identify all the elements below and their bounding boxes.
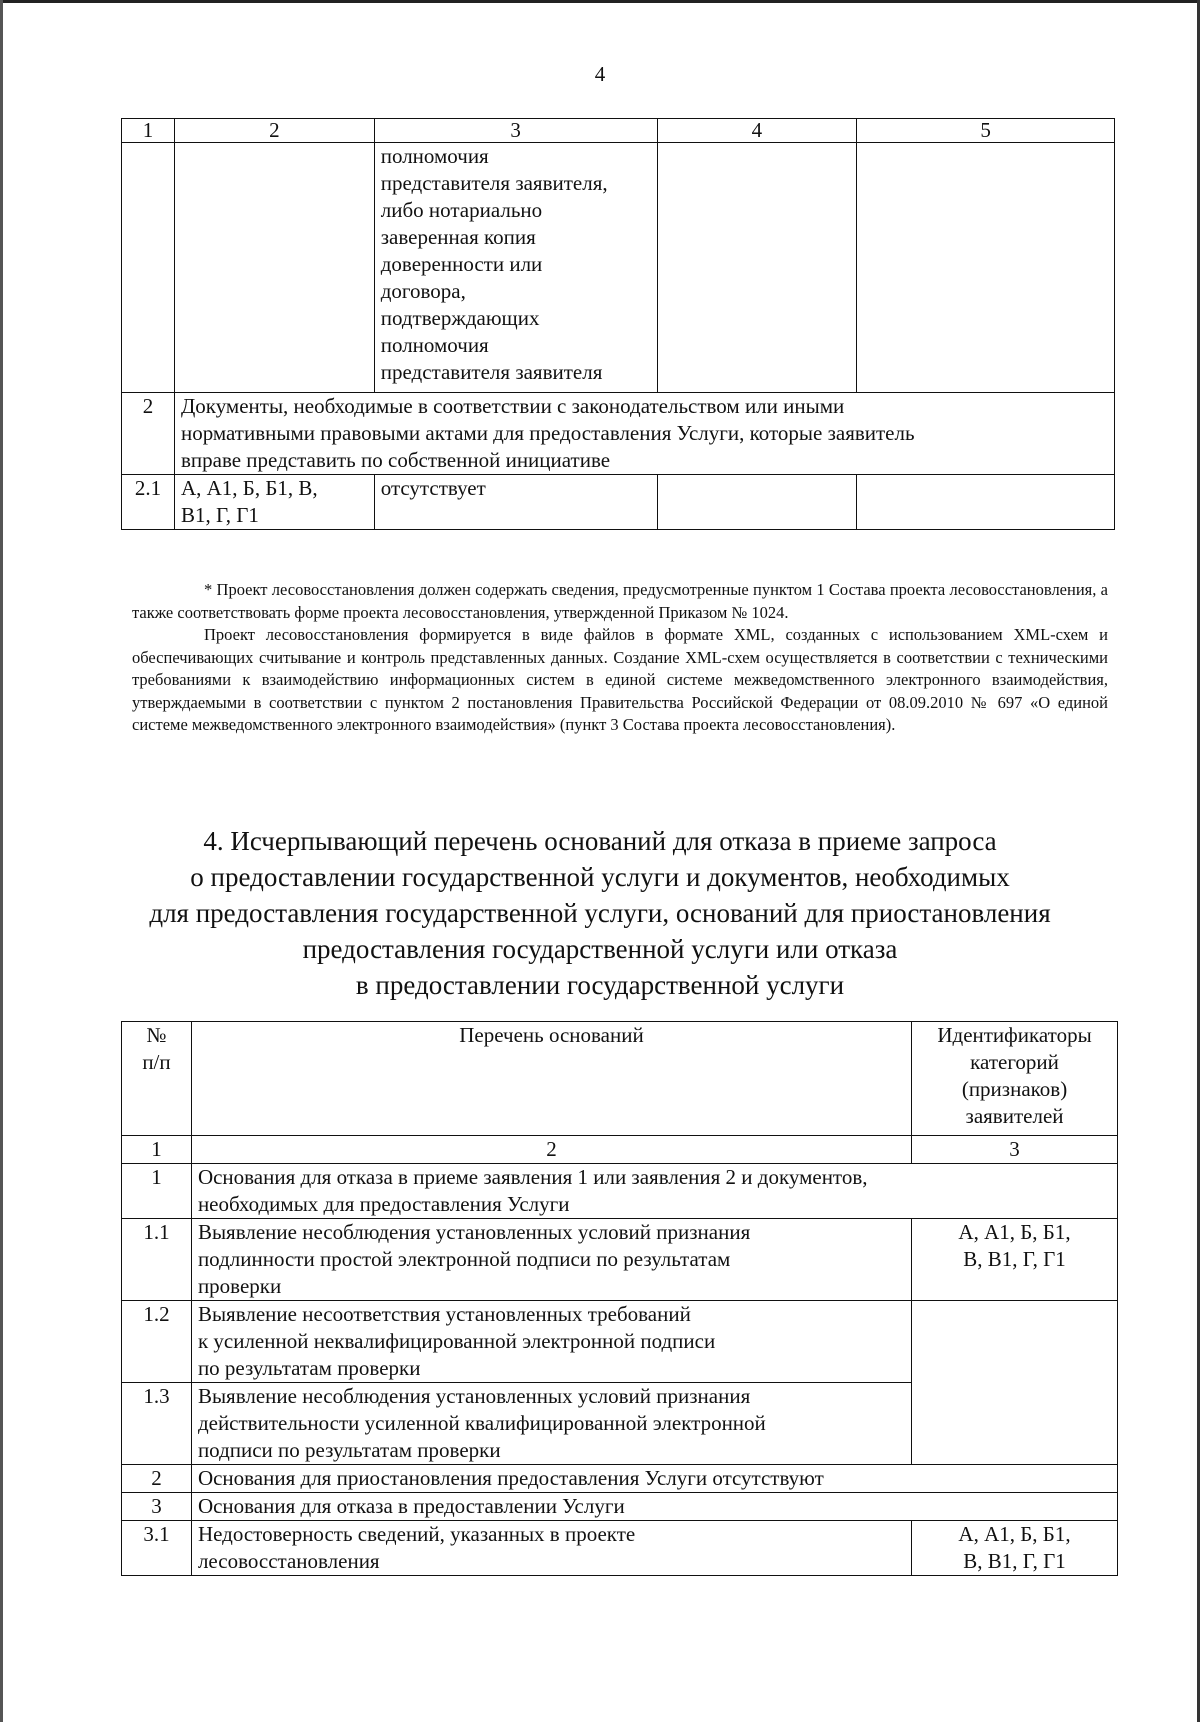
identifiers-cell (912, 1521, 1118, 1576)
text-line: А, А1, Б, Б1, (958, 1220, 1071, 1244)
section-heading-cell (174, 393, 1114, 475)
text-line: (признаков) (961, 1077, 1068, 1101)
table-header-row (122, 119, 1115, 143)
column-number: 1 (122, 1136, 192, 1164)
column-number: 2 (174, 119, 374, 143)
row-number: 1.3 (122, 1383, 192, 1465)
text-line: представителя заявителя, (380, 171, 608, 195)
text-line: В1, Г, Г1 (180, 503, 259, 527)
text-line: Выявление несоблюдения установленных условий признания (197, 1384, 751, 1408)
table-cell (657, 143, 857, 393)
text-line: либо нотариально (380, 198, 543, 222)
table-cell (174, 143, 374, 393)
document-cell: отсутствует (374, 475, 657, 530)
table-row (122, 1164, 1118, 1219)
column-number: 3 (374, 119, 657, 143)
footnote-paragraph: * Проект лесовосстановления должен содержать сведения, предусмотренные пунктом 1 Состава проекта лесовосстановления, а также соответствовать форме проекта лесовосстановления, утвержденной Приказом № 1024. (132, 580, 1108, 622)
section-heading (60, 823, 1140, 1003)
document-cell (374, 143, 657, 393)
documents-table (121, 118, 1115, 530)
column-number: 2 (191, 1136, 911, 1164)
text-line: договора, (380, 279, 466, 303)
text-line: полномочия (380, 333, 489, 357)
header-identifiers (912, 1022, 1118, 1136)
row-number: 1.2 (122, 1301, 192, 1383)
scan-edge-top (0, 0, 1200, 3)
grounds-table (121, 1021, 1118, 1576)
text-line: заявителей (965, 1104, 1064, 1128)
header-number (122, 1022, 192, 1136)
row-number: 2 (122, 1465, 192, 1493)
text-line: подписи по результатам проверки (197, 1438, 501, 1462)
row-number: 3 (122, 1493, 192, 1521)
column-number: 5 (857, 119, 1115, 143)
ground-text: Основания для отказа в предоставлении Услуги (191, 1493, 1117, 1521)
text-line: В, В1, Г, Г1 (963, 1247, 1066, 1271)
row-number: 2 (122, 393, 175, 475)
text-line: подлинности простой электронной подписи по результатам (197, 1247, 731, 1271)
footnote-paragraph: Проект лесовосстановления формируется в виде файлов в формате XML, созданных с использованием XML-схем и обеспечивающих считывание и контроль представленных данных. Создание XML-схем осуществляется в соответствии с техническими требованиями к взаимодействию информационных систем в единой системе межведомственного электронного взаимодействия, утверждаемыми в соответствии с пунктом 2 постановления Правительства Российской Федерации от 08.09.2010 № 697 «О единой системе межведомственного электронного взаимодействия» (пункт 3 Состава проекта лесовосстановления). (132, 625, 1108, 734)
text-line: необходимых для предоставления Услуги (197, 1192, 570, 1216)
identifiers-cell (912, 1301, 1118, 1465)
text-line: заверенная копия (380, 225, 536, 249)
column-numbers-row (122, 1136, 1118, 1164)
table-row (122, 393, 1115, 475)
heading-line: в предоставлении государственной услуги (355, 970, 845, 1000)
text-line: подтверждающих (380, 306, 540, 330)
heading-line: для предоставления государственной услуги, оснований для приостановления (149, 898, 1051, 928)
text-line: Недостоверность сведений, указанных в проекте (197, 1522, 636, 1546)
ground-text (191, 1521, 911, 1576)
ground-text (191, 1219, 911, 1301)
table-cell (657, 475, 857, 530)
text-line: Идентификаторы (937, 1023, 1092, 1047)
table-cell (857, 143, 1115, 393)
table-cell (122, 143, 175, 393)
text-line: В, В1, Г, Г1 (963, 1549, 1066, 1573)
table-header-row (122, 1022, 1118, 1136)
column-number: 4 (657, 119, 857, 143)
table-row (122, 475, 1115, 530)
heading-line: о предоставлении государственной услуги и документов, необходимых (190, 862, 1010, 892)
table-row (122, 1493, 1118, 1521)
row-number: 1.1 (122, 1219, 192, 1301)
table-cell (857, 475, 1115, 530)
table-row (122, 1219, 1118, 1301)
text-line: проверки (197, 1274, 282, 1298)
text-line: доверенности или (380, 252, 543, 276)
text-line: п/п (142, 1050, 171, 1074)
table-row (122, 143, 1115, 393)
text-line: Выявление несоблюдения установленных условий признания (197, 1220, 751, 1244)
heading-line: 4. Исчерпывающий перечень оснований для отказа в приеме запроса (203, 826, 997, 856)
ground-text: Основания для приостановления предоставления Услуги отсутствуют (191, 1465, 1117, 1493)
scan-edge-left (0, 0, 3, 1722)
text-line: к усиленной неквалифицированной электронной подписи (197, 1329, 716, 1353)
row-number: 3.1 (122, 1521, 192, 1576)
text-line: № (146, 1023, 167, 1047)
text-line: категорий (970, 1050, 1059, 1074)
identifiers-cell (912, 1219, 1118, 1301)
header-list: Перечень оснований (191, 1022, 911, 1136)
column-number: 3 (912, 1136, 1118, 1164)
ground-text (191, 1164, 1117, 1219)
text-line: представителя заявителя (380, 360, 603, 384)
page-number: 4 (594, 62, 606, 86)
row-number: 2.1 (122, 475, 175, 530)
text-line: вправе представить по собственной инициативе (180, 448, 611, 472)
row-number: 1 (122, 1164, 192, 1219)
table-row (122, 1465, 1118, 1493)
heading-line: предоставления государственной услуги или отказа (302, 934, 898, 964)
text-line: А, А1, Б, Б1, (958, 1522, 1071, 1546)
text-line: Основания для отказа в приеме заявления 1 или заявления 2 и документов, (197, 1165, 868, 1189)
ground-text (191, 1383, 911, 1465)
text-line: действительности усиленной квалифицированной электронной (197, 1411, 766, 1435)
ground-text (191, 1301, 911, 1383)
text-line: Документы, необходимые в соответствии с законодательством или иными (180, 394, 845, 418)
text-line: полномочия (380, 144, 489, 168)
text-line: Выявление несоответствия установленных требований (197, 1302, 691, 1326)
table-row (122, 1521, 1118, 1576)
text-line: по результатам проверки (197, 1356, 421, 1380)
column-number: 1 (122, 119, 175, 143)
categories-cell (174, 475, 374, 530)
text-line: лесовосстановления (197, 1549, 380, 1573)
text-line: А, А1, Б, Б1, В, (180, 476, 318, 500)
footnotes (132, 579, 1108, 737)
text-line: нормативными правовыми актами для предоставления Услуги, которые заявитель (180, 421, 915, 445)
table-row (122, 1301, 1118, 1383)
